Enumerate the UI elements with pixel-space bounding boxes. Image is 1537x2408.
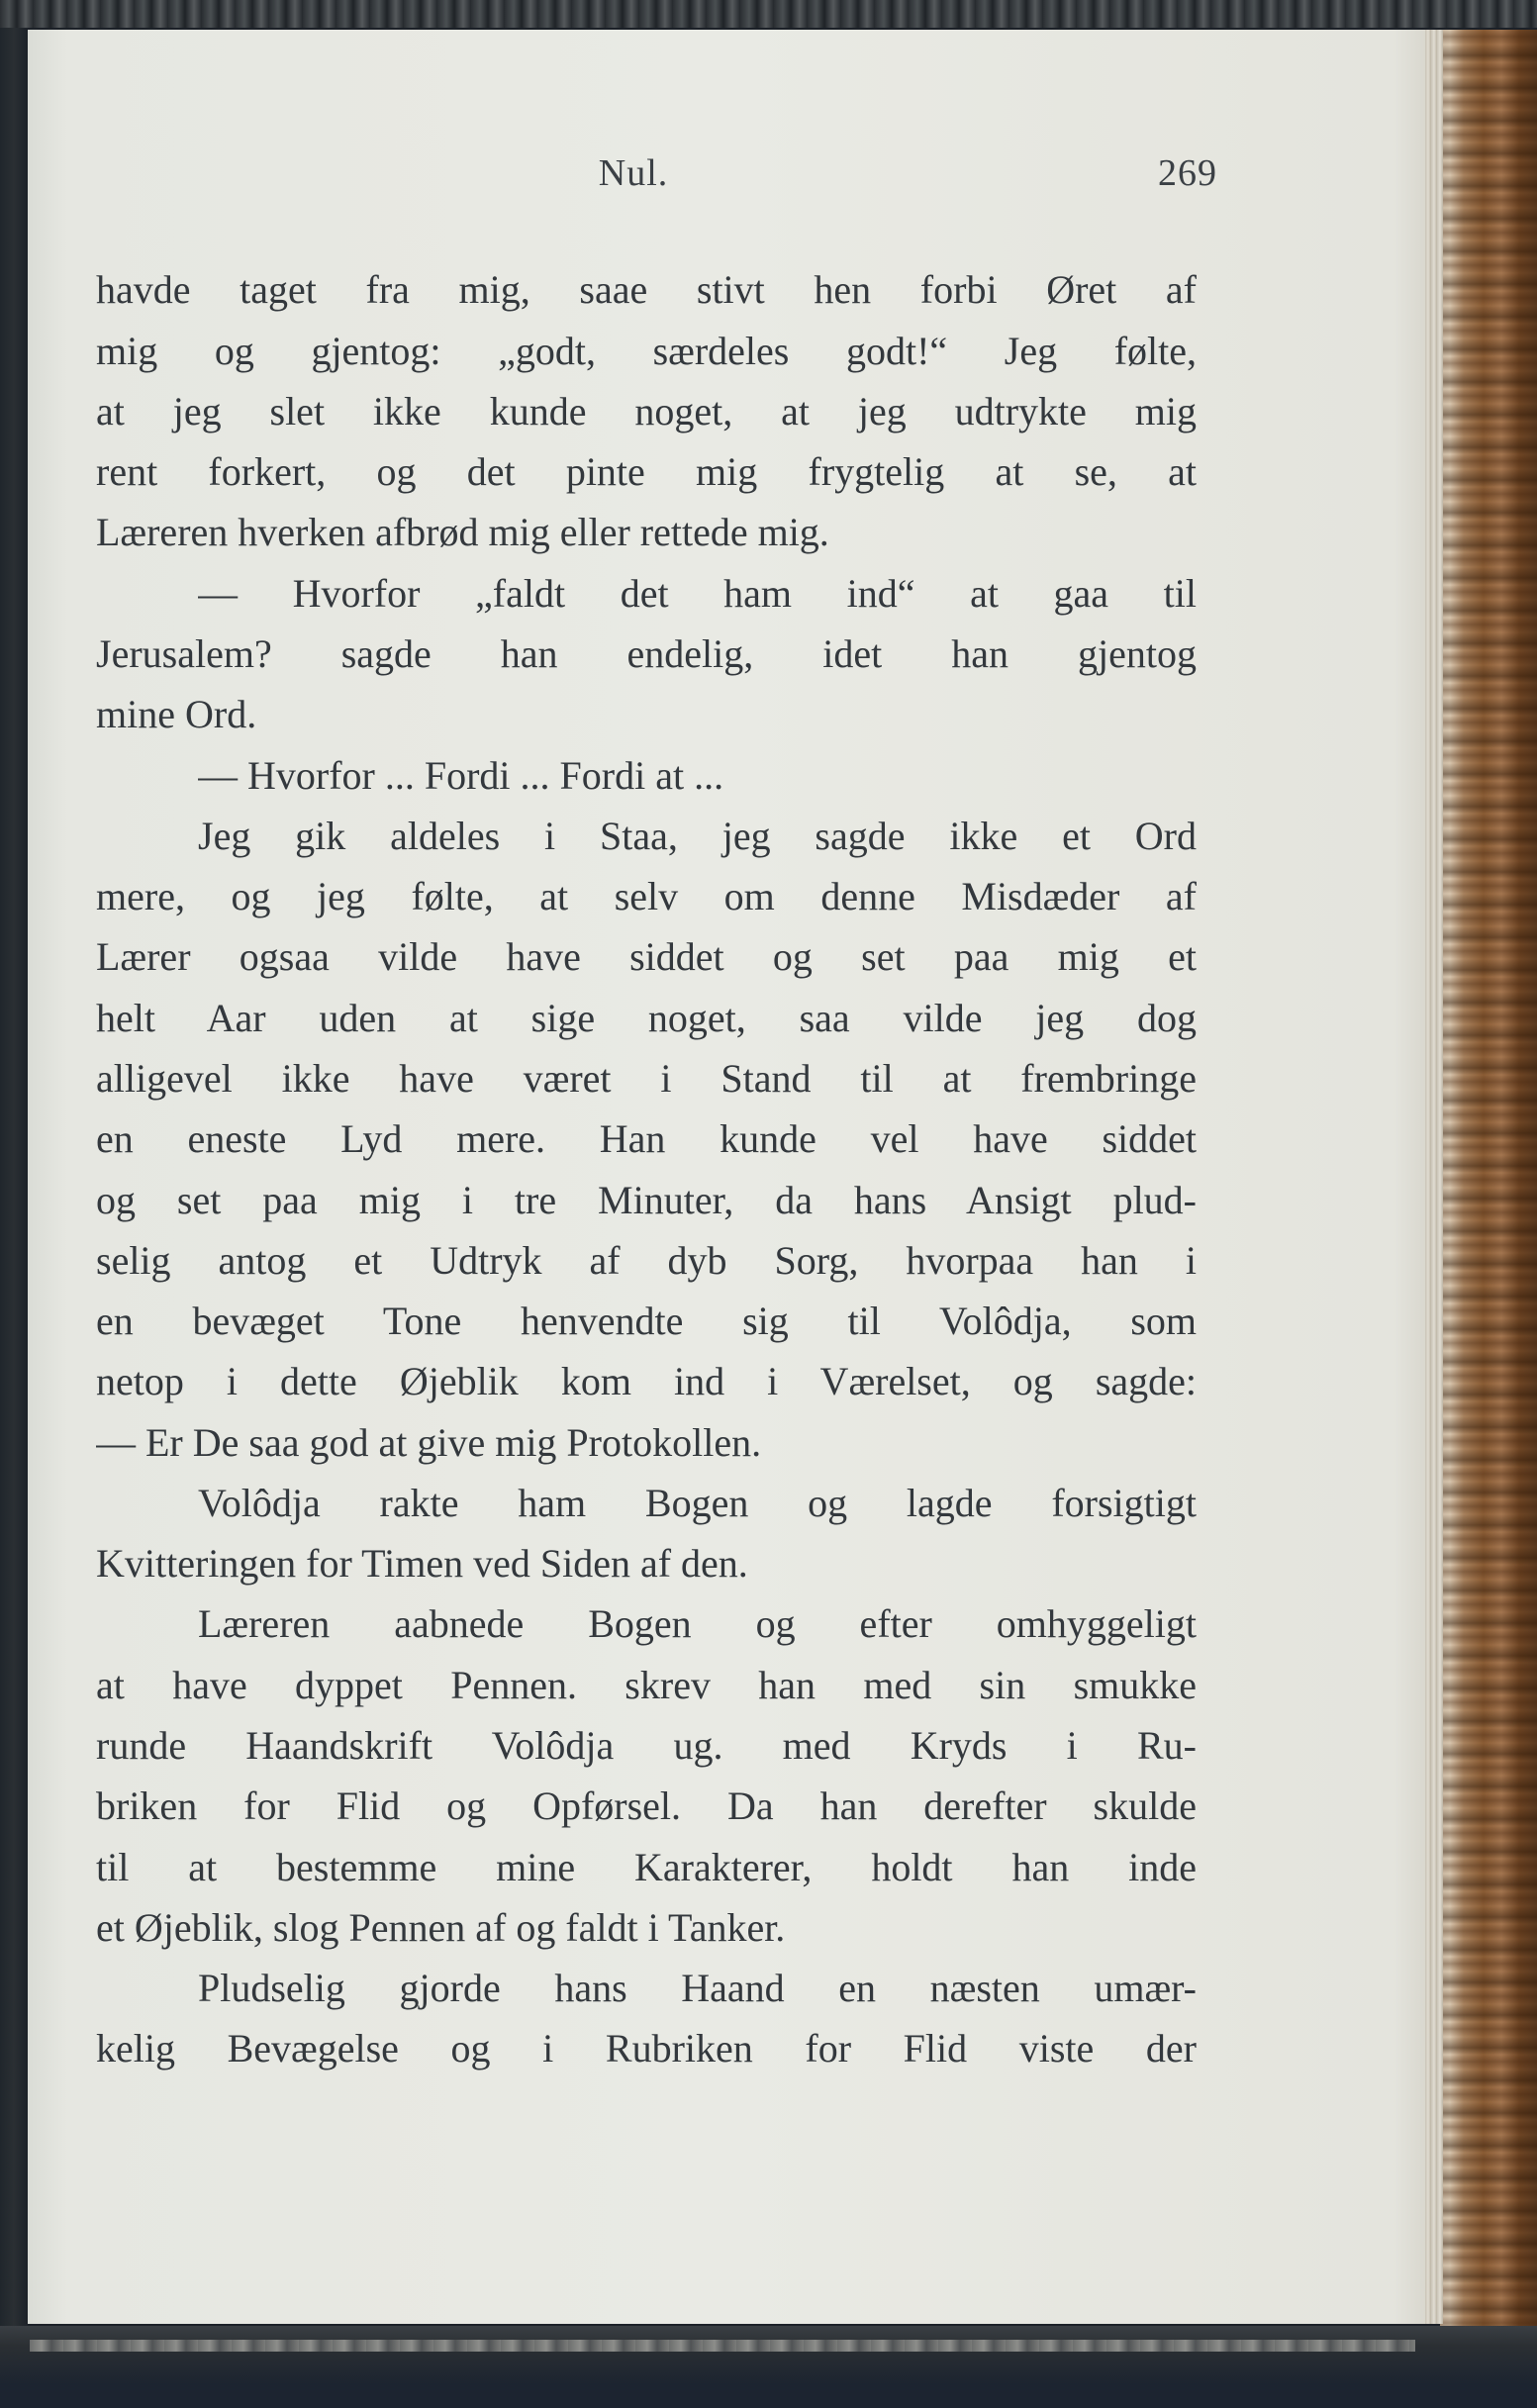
- text-line: Læreren hverken afbrød mig eller rettede mig.: [96, 510, 829, 554]
- text-line: kelig Bevægelse og i Rubriken for Flid viste der: [96, 2026, 1197, 2071]
- text-line: runde Haandskrift Volôdja ug. med Kryds i Ru-: [96, 1723, 1197, 1768]
- page-fore-edge: [1425, 30, 1443, 2324]
- text-line: at jeg slet ikke kunde noget, at jeg udtrykte mig: [96, 389, 1197, 433]
- text-line: selig antog et Udtryk af dyb Sorg, hvorpaa han i: [96, 1238, 1197, 1283]
- book-top-edge: [0, 0, 1537, 28]
- text-line: rent forkert, og det pinte mig frygtelig at se, at: [96, 449, 1197, 494]
- text-line: — Hvorfor ... Fordi ... Fordi at ...: [198, 753, 724, 798]
- text-line: havde taget fra mig, saae stivt hen forbi Øret af: [96, 267, 1197, 312]
- text-line: Kvitteringen for Timen ved Siden af den.: [96, 1541, 748, 1586]
- text-line: — Er De saa god at give mig Protokollen.: [96, 1420, 762, 1465]
- text-line: Jeg gik aldeles i Staa, jeg sagde ikke et Ord: [198, 814, 1197, 858]
- text-line: helt Aar uden at sige noget, saa vilde jeg dog: [96, 996, 1197, 1040]
- text-line: og set paa mig i tre Minuter, da hans Ansigt plud-: [96, 1178, 1197, 1222]
- text-line: mig og gjentog: „godt, særdeles godt!“ Jeg følte,: [96, 329, 1197, 373]
- text-line: Læreren aabnede Bogen og efter omhyggeligt: [198, 1601, 1197, 1646]
- text-line: til at bestemme mine Karakterer, holdt han inde: [96, 1845, 1197, 1889]
- text-line: at have dyppet Pennen. skrev han med sin smukke: [96, 1663, 1197, 1707]
- book-bottom-edge: [0, 2326, 1537, 2408]
- text-line: en bevæget Tone henvendte sig til Volôdja, som: [96, 1299, 1197, 1343]
- text-line: et Øjeblik, slog Pennen af og faldt i Tanker.: [96, 1905, 786, 1950]
- text-line: — Hvorfor „faldt det ham ind“ at gaa til: [198, 571, 1197, 616]
- text-line: netop i dette Øjeblik kom ind i Værelset, og sagde:: [96, 1359, 1197, 1403]
- text-line: mine Ord.: [96, 692, 257, 736]
- page-number: 269: [1158, 152, 1217, 194]
- text-line: Volôdja rakte ham Bogen og lagde forsigtigt: [198, 1481, 1197, 1525]
- text-line: Lærer ogsaa vilde have siddet og set paa mig et: [96, 934, 1197, 979]
- text-line: briken for Flid og Opførsel. Da han derefter skulde: [96, 1783, 1197, 1828]
- text-line: Jerusalem? sagde han endelig, idet han gjentog: [96, 631, 1197, 676]
- text-line: en eneste Lyd mere. Han kunde vel have siddet: [96, 1116, 1197, 1161]
- running-head: Nul.: [598, 152, 669, 194]
- text-line: mere, og jeg følte, at selv om denne Misdæder af: [96, 874, 1197, 918]
- text-line: Pludselig gjorde hans Haand en næsten umær-: [198, 1966, 1197, 2010]
- book-cover-edge: [1440, 30, 1537, 2336]
- text-line: alligevel ikke have været i Stand til at frembringe: [96, 1056, 1197, 1101]
